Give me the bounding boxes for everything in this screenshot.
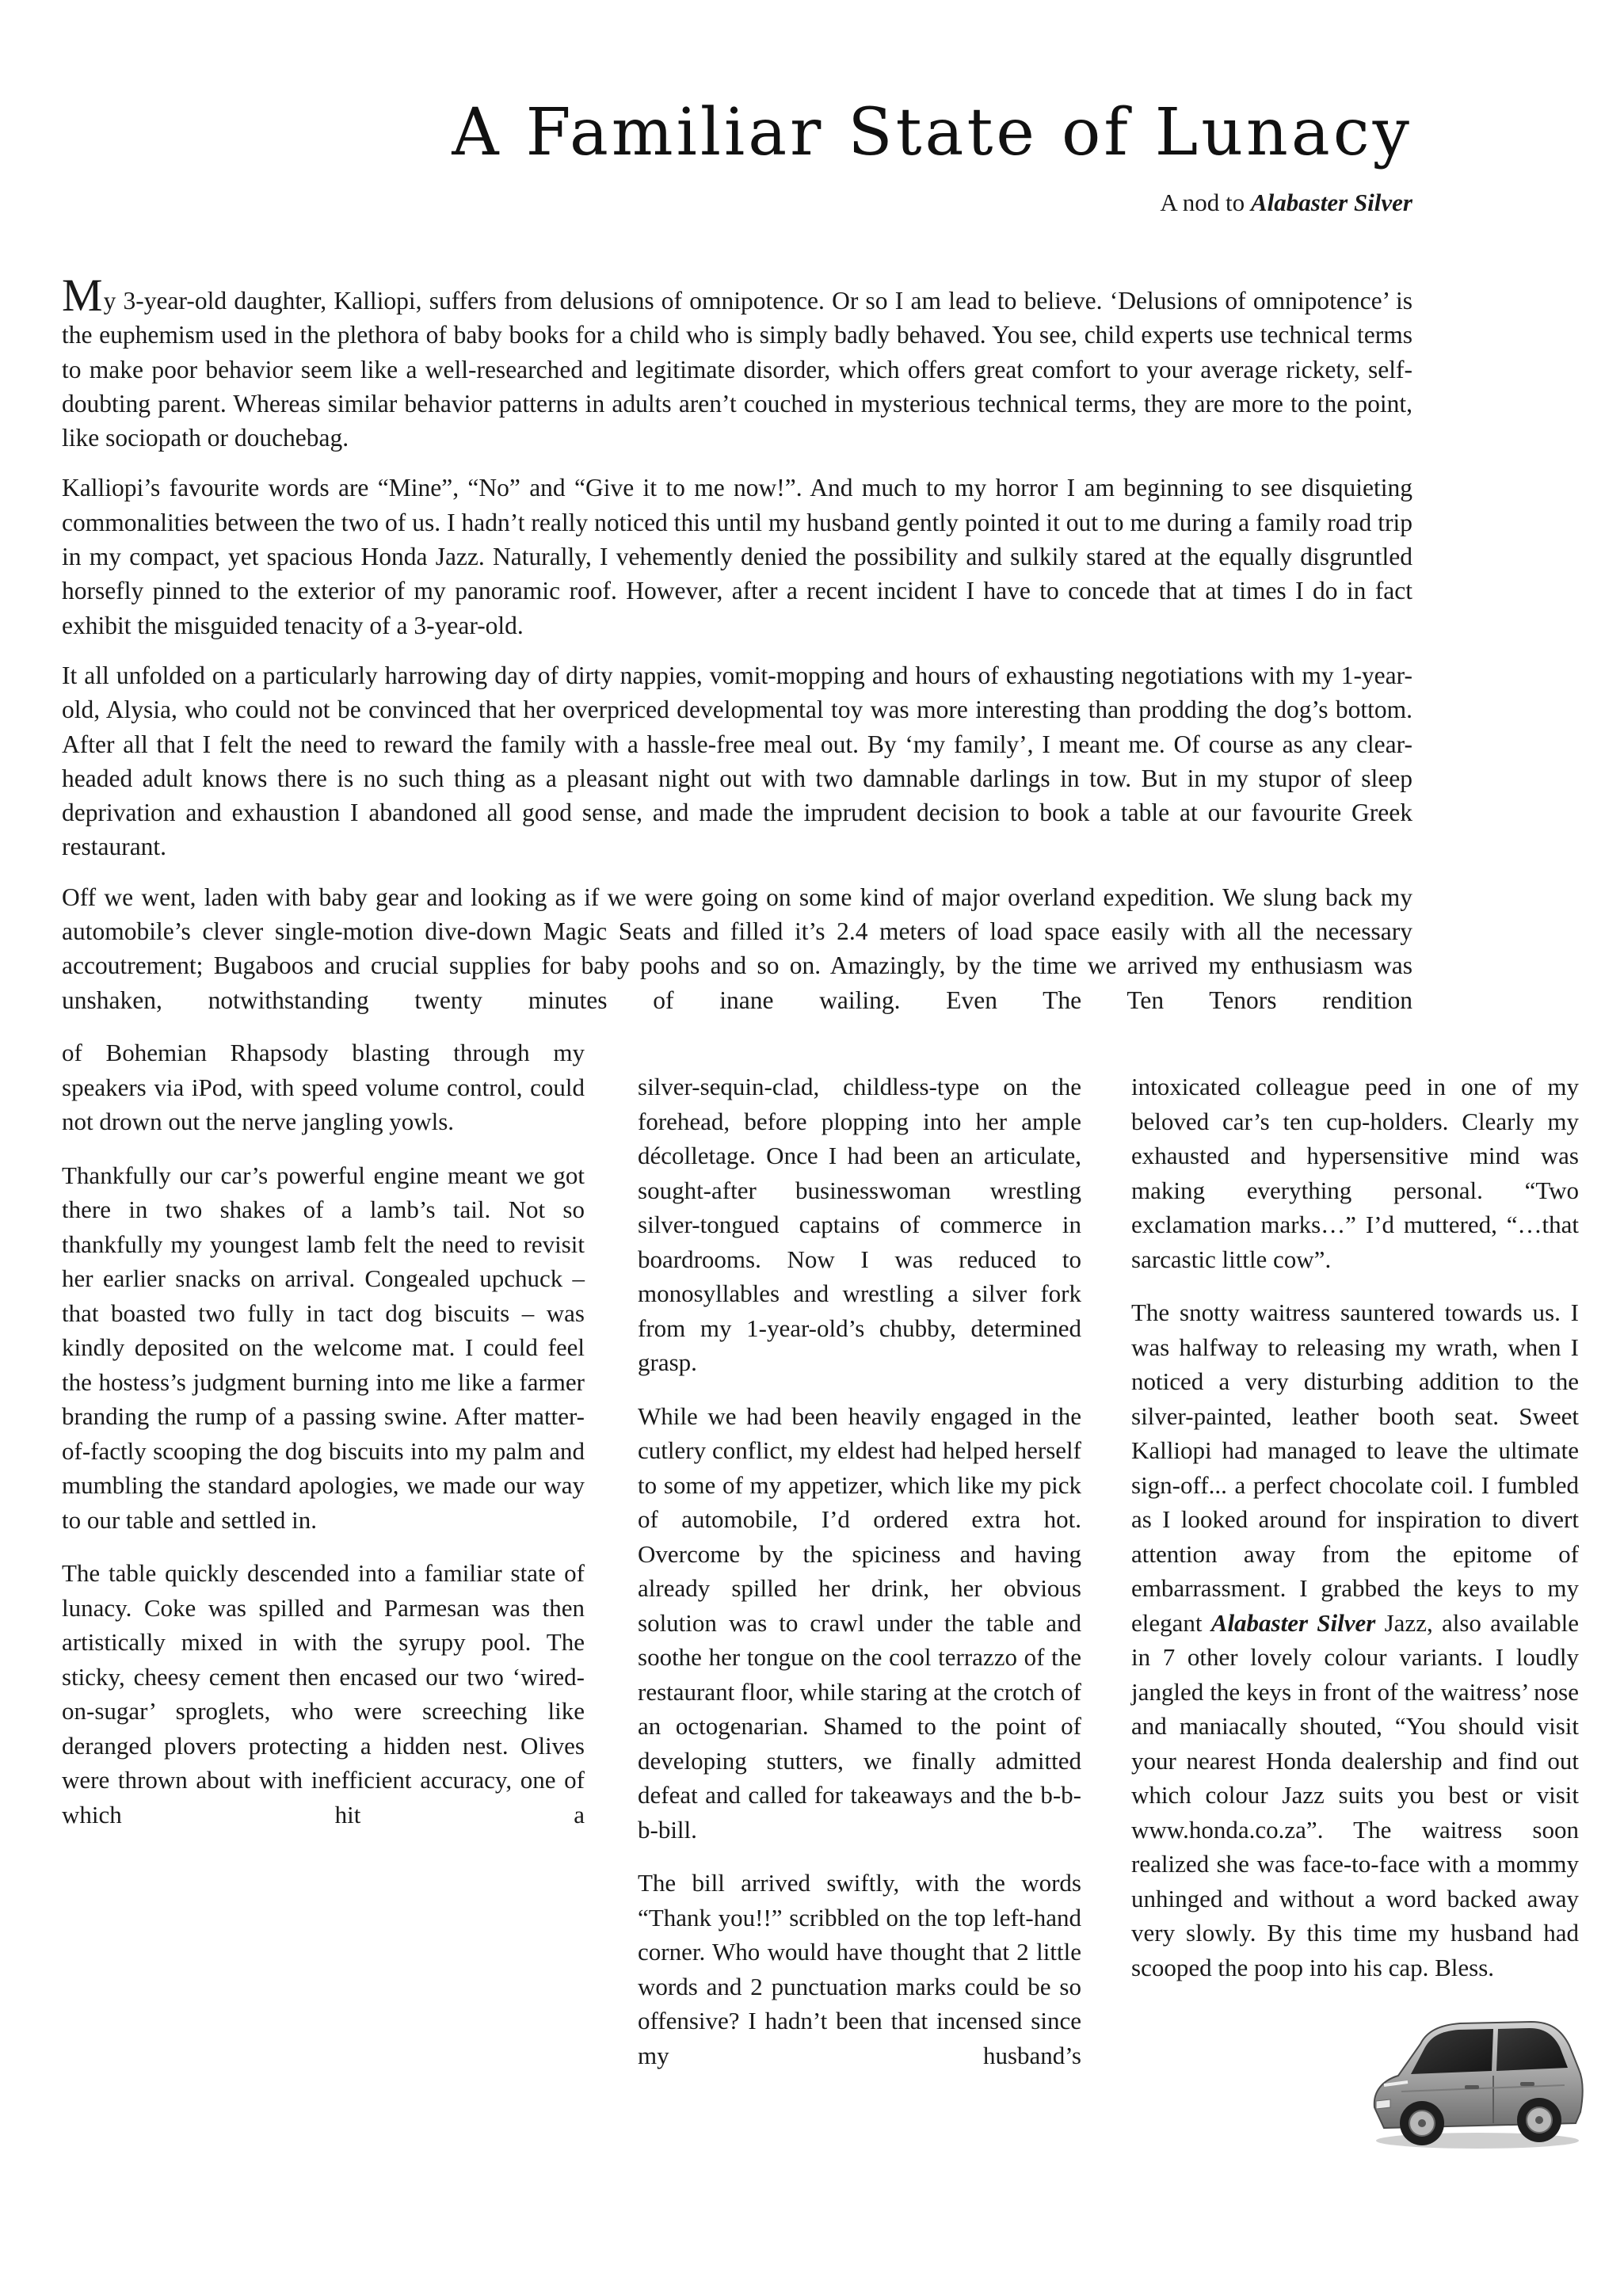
paragraph-text: The snotty waitress sauntered towards us. I was halfway to releasing my wrath, when I noticed a very disturbing addition to the silver-painted, leather booth seat. Sweet Kalliopi had managed to leave the ultimate sign-off... a perfect chocolate coil. I fumbled as I looked around for inspiration to divert attention away from the epitome of embarrassment. I grabbed the keys to my elegant (1131, 1298, 1579, 1637)
column-3 (1131, 1070, 1579, 2152)
subtitle-brand: Alabaster Silver (1250, 189, 1412, 216)
paragraph: It all unfolded on a particularly harrowing day of dirty nappies, vomit-mopping and hours of exhausting negotiations with my 1-year-old, Alysia, who could not be convinced that her overpriced developmental toy was more interesting than prodding the dog’s bottom. After all that I felt the need to reward the family with a hassle-free meal out. By ‘my family’, I meant me. Of course as any clear-headed adult knows there is no such thing as a pleasant night out with two damnable darlings in tow. But in my stupor of sleep deprivation and exhaustion I abandoned all good sense, and made the imprudent decision to book a table at our favourite Greek restaurant. (62, 661, 1412, 861)
car-float-spacer (1367, 2012, 1587, 2152)
paragraph: Off we went, laden with baby gear and looking as if we were going on some kind of major overland expedition. We slung back my automobile’s clever single-motion dive-down Magic Seats and filled it’s 2.4 meters of load space easily with all the necessary accoutrement; Bugaboos and crucial supplies for baby poohs and so on. Amazingly, by the time we arrived my enthusiasm was unshaken, notwithstanding twenty minutes of inane wailing. Even The Ten Tenors rendition (62, 883, 1412, 1014)
article-subtitle (1160, 189, 1412, 217)
column-1 (62, 1035, 585, 1851)
paragraph: The table quickly descended into a familiar state of lunacy. Coke was spilled and Parmesan was then artistically mixed in with the syrupy pool. The sticky, cheesy cement then encased our two ‘wired-on-sugar’ sproglets, who were screeching like deranged plovers protecting a hidden nest. Olives were thrown about with inefficient accuracy, one of which hit a (62, 1559, 585, 1828)
column-2 (638, 1070, 1081, 2092)
paragraph (62, 269, 1412, 455)
drop-cap: M (62, 269, 103, 321)
paragraph-text: Jazz, also available in 7 other lovely colour variants. I loudly jangled the keys in front of the waitress’ nose and maniacally shouted, “You should visit your nearest Honda dealership and find out which colour Jazz suits you best or visit www.honda.co.za”. The waitress soon realized she was face-to-face with a mommy unhinged and without a word backed away very slowly. By this time my husband had scooped the poop into his cap. Bless. (1131, 1608, 1580, 1981)
article-intro (62, 269, 1412, 1033)
paragraph: Thankfully our car’s powerful engine meant we got there in two shakes of a lamb’s tail. Not so thankfully my youngest lamb felt the need to revisit her earlier snacks on arrival. Congealed upchuck – that boasted two fully in tact dog biscuits – was kindly deposited on the welcome mat. I could feel the hostess’s judgment burning into me like a farmer branding the rump of a passing swine. After matter-of-factly scooping the dog biscuits into my palm and mumbling the standard apologies, we made our way to our table and settled in. (62, 1161, 585, 1534)
paragraph: intoxicated colleague peed in one of my beloved car’s ten cup-holders. Clearly my exhausted and hypersensitive mind was making everything personal. “Two exclamation marks…” I’d muttered, “…that sarcastic little cow”. (1131, 1073, 1579, 1273)
paragraph: While we had been heavily engaged in the cutlery conflict, my eldest had helped herself to some of my appetizer, which like my pick of automobile, I’d ordered extra hot. Overcome by the spiciness and having already spilled her drink, her obvious solution was to crawl under the table and soothe her tongue on the cool terrazzo of the restaurant floor, while staring at the crotch of an octogenarian. Shamed to the point of developing stutters, we finally admitted defeat and called for takeaways and the b-b-b-bill. (638, 1401, 1081, 1844)
paragraph: Kalliopi’s favourite words are “Mine”, “No” and “Give it to me now!”. And much to my horror I am beginning to see disquieting commonalities between the two of us. I hadn’t really noticed this until my husband gently pointed it out to me during a family road trip in my compact, yet spacious Honda Jazz. Naturally, I vehemently denied the possibility and sulkily stared at the equally disgruntled horsefly pinned to the exterior of my panoramic roof. However, after a recent incident I have to concede that at times I do in fact exhibit the misguided tenacity of a 3-year-old. (62, 474, 1412, 639)
paragraph: silver-sequin-clad, childless-type on the forehead, before plopping into her ample décolletage. Once I had been an articulate, sought-after businesswoman wrestling silver-tongued captains of commerce in boardrooms. Now I was reduced to monosyllables and wrestling a silver fork from my 1-year-old’s chubby, determined grasp. (638, 1073, 1081, 1376)
paragraph: of Bohemian Rhapsody blasting through my speakers via iPod, with speed volume control, could not drown out the nerve jangling yowls. (62, 1039, 585, 1135)
paragraph: The bill arrived swiftly, with the words “Thank you!!” scribbled on the top left-hand corner. Who would have thought that 2 little words and 2 punctuation marks could be so offensive? I hadn’t been that incensed since my husband’s (638, 1869, 1081, 2069)
paragraph (1131, 1295, 1579, 1985)
brand-name: Alabaster Silver (1210, 1608, 1376, 1637)
paragraph-text: y 3-year-old daughter, Kalliopi, suffers from delusions of omnipotence. Or so I am lead to believe. ‘Delusions of omnipotence’ is the euphemism used in the plethora of baby books for a child who is simply badly behaved. You see, child experts use technical terms to make poor behavior seem like a well-researched and legitimate disorder, which offers great comfort to your average rickety, self-doubting parent. Whereas similar behavior patterns in adults aren’t couched in mysterious technical terms, they are more to the point, like sociopath or douchebag. (62, 287, 1412, 452)
subtitle-prefix: A nod to (1160, 189, 1251, 216)
article-title: A Familiar State of Lunacy (452, 95, 1412, 170)
